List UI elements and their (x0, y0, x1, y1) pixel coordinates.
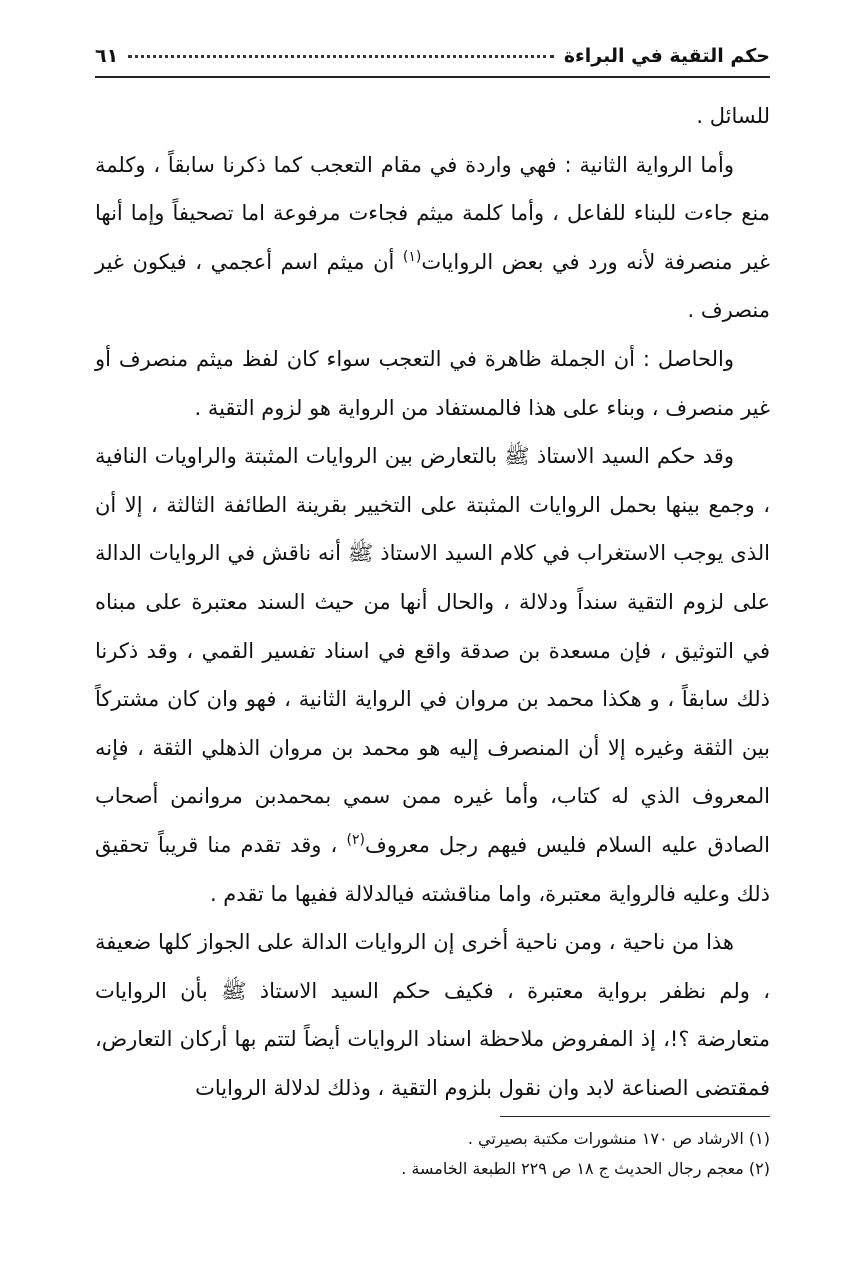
footnote-1: (١) الارشاد ص ١٧٠ منشورات مكتبة بصيرتي . (467, 1129, 770, 1148)
footnote-divider (500, 1116, 770, 1117)
paragraph-0: للسائل . (696, 104, 770, 128)
footnote-ref-1: (١) (402, 248, 422, 265)
page-number: ٦١ (95, 45, 119, 67)
header-title: حكم التقية في البراءة (563, 45, 770, 67)
paragraph-1-text: وأما الرواية الثانية : فهي واردة في مقام التعجب كما ذكرنا سابقاً ، وكلمة منع جاءت للبناء للفاعل ، وأما كلمة ميثم فجاءت مرفوعة اما تصحيفاً وإما أنها غير منصرفة لأنه ورد في بعض الروايات (95, 152, 770, 274)
paragraph-1 (95, 141, 770, 335)
paragraph-3-text: وقد حكم السيد الاستاذ ﷺ بالتعارض بين الروايات المثبتة والراويات النافية ، وجمع بينها بحمل الروايات المثبتة على التخيير بقرينة الطائفة الثالثة ، إلا أن الذى يوجب الاستغراب في كلام السيد الاستاذ ﷺ أنه ناقش في الروايات الدالة على لزوم التقية سنداً ودلالة ، والحال أنها من حيث السند معتبرة على مبناه في التوثيق ، فإن مسعدة بن صدقة واقع في اسناد تفسير القمي ، وقد ذكرنا ذلك سابقاً ، و هكذا محمد بن مروان في الرواية الثانية ، فهو وان كان مشتركاً بين الثقة وغيره إلا أن المنصرف إليه هو محمد بن مروان الذهلي الثقة ، فإنه المعروف الذي له كتاب، وأما غيره ممن سمي بمحمدبن مروانمن أصحاب الصادق عليه السلام فليس فيهم رجل معروف (95, 444, 770, 857)
paragraph-3 (95, 432, 770, 918)
header-dot-leader (128, 55, 554, 58)
paragraph-1-tail: أن ميثم اسم أعجمي ، فيكون غير منصرف . (95, 249, 770, 323)
running-header (95, 36, 770, 78)
paragraph-3-tail: ، وقد تقدم منا قريباً تحقيق ذلك وعليه فالرواية معتبرة، واما مناقشته فيالدلالة ففيها ما تقدم . (95, 832, 770, 906)
footnotes (95, 1124, 770, 1184)
footnote-2: (٢) معجم رجال الحديث ج ١٨ ص ٢٢٩ الطبعة الخامسة . (401, 1159, 770, 1178)
footnote-ref-2: (٢) (346, 831, 365, 848)
main-text (95, 92, 770, 1112)
paragraph-2: والحاصل : أن الجملة ظاهرة في التعجب سواء كان لفظ ميثم منصرف أو غير منصرف ، وبناء على هذا فالمستفاد من الرواية هو لزوم التقية . (95, 346, 770, 420)
paragraph-4: هذا من ناحية ، ومن ناحية أخرى إن الروايات الدالة على الجواز كلها ضعيفة ، ولم نظفر برواية معتبرة ، فكيف حكم السيد الاستاذ ﷺ بأن الروايات متعارضة ؟!، إذ المفروض ملاحظة اسناد الروايات أيضاً لتتم بها أركان التعارض، فمقتضى الصناعة لابد وان نقول بلزوم التقية ، وذلك لدلالة الروايات (95, 930, 770, 1100)
